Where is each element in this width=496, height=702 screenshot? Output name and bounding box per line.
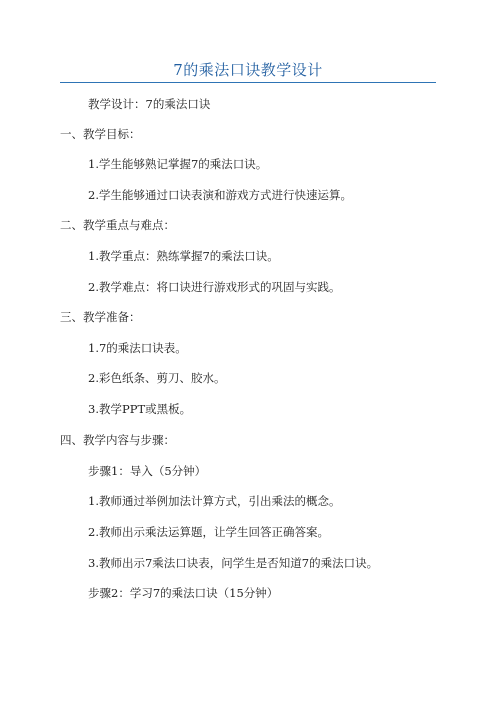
goal-item-1: 1.学生能够熟记掌握7的乘法口诀。 — [88, 157, 268, 171]
goal-item-2: 2.学生能够通过口诀表演和游戏方式进行快速运算。 — [88, 188, 352, 202]
step1-item-3: 3.教师出示7乘法口诀表，问学生是否知道7的乘法口诀。 — [88, 556, 379, 570]
step1-item-2: 2.教师出示乘法运算题，让学生回答正确答案。 — [88, 525, 329, 539]
section-heading-goals: 一、教学目标： — [60, 127, 141, 141]
prep-item-2: 2.彩色纸条、剪刀、胶水。 — [88, 371, 226, 385]
step1-item-1: 1.教师通过举例加法计算方式，引出乘法的概念。 — [88, 494, 341, 508]
prep-item-3: 3.教学PPT或黑板。 — [88, 402, 192, 416]
focus-item-1: 1.教学重点：熟练掌握7的乘法口诀。 — [88, 249, 279, 263]
document-title: 7的乘法口诀教学设计 — [173, 61, 323, 79]
intro-line: 教学设计：7的乘法口诀 — [88, 97, 211, 111]
title-underline — [60, 82, 436, 83]
step-heading-1: 步骤1：导入（5分钟） — [88, 464, 207, 478]
section-heading-focus: 二、教学重点与难点： — [60, 218, 175, 232]
focus-item-2: 2.教学难点：将口诀进行游戏形式的巩固与实践。 — [88, 280, 341, 294]
section-heading-steps: 四、教学内容与步骤： — [60, 433, 175, 447]
prep-item-1: 1.7的乘法口诀表。 — [88, 341, 187, 355]
section-heading-prep: 三、教学准备： — [60, 310, 141, 324]
step-heading-2: 步骤2：学习7的乘法口诀（15分钟） — [88, 586, 279, 600]
